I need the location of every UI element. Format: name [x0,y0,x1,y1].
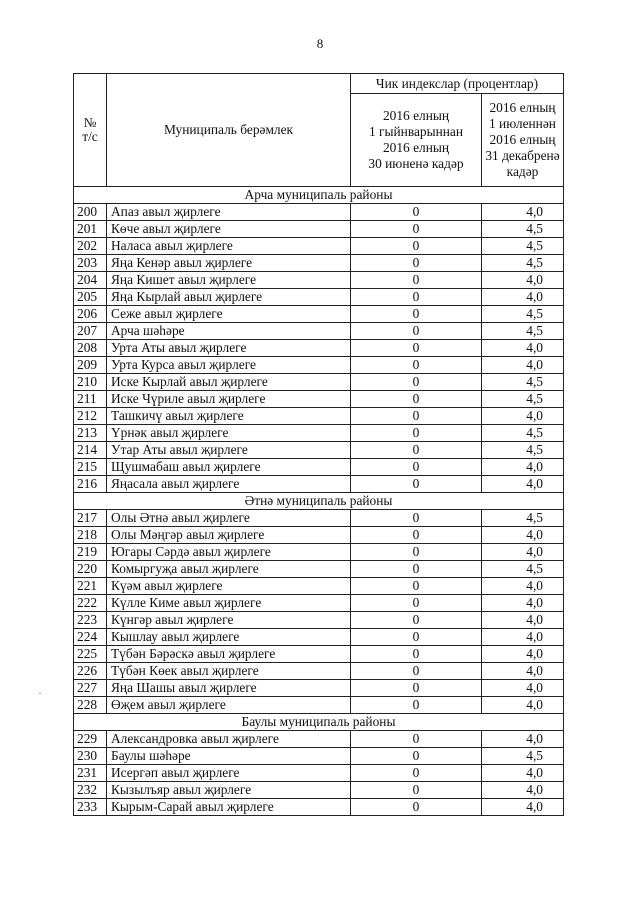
row-number: 209 [74,357,107,374]
scan-mark: · [38,686,42,700]
row-number: 231 [74,765,107,782]
row-number: 233 [74,799,107,816]
row-index-first-half: 0 [351,459,482,476]
row-index-first-half: 0 [351,408,482,425]
row-municipality: Күлле Киме авыл җирлеге [107,595,351,612]
row-index-second-half: 4,0 [482,595,564,612]
row-index-first-half: 0 [351,238,482,255]
row-index-first-half: 0 [351,612,482,629]
row-index-first-half: 0 [351,595,482,612]
row-index-first-half: 0 [351,646,482,663]
row-index-first-half: 0 [351,340,482,357]
table-row [74,731,564,748]
row-number: 205 [74,289,107,306]
row-number: 202 [74,238,107,255]
table-row [74,748,564,765]
row-index-first-half: 0 [351,765,482,782]
table-row [74,374,564,391]
section-title: Баулы муниципаль районы [74,714,564,731]
row-number: 218 [74,527,107,544]
row-municipality: Иске Чүриле авыл җирлеге [107,391,351,408]
row-index-second-half: 4,5 [482,748,564,765]
row-municipality: Апаз авыл җирлеге [107,204,351,221]
table-row [74,442,564,459]
table-row [74,612,564,629]
row-index-first-half: 0 [351,697,482,714]
table-row [74,238,564,255]
table-row [74,510,564,527]
row-number: 214 [74,442,107,459]
header-number-line2: т/с [82,129,98,144]
row-index-second-half: 4,0 [482,272,564,289]
row-index-first-half: 0 [351,323,482,340]
row-index-second-half: 4,5 [482,425,564,442]
table-row [74,646,564,663]
row-number: 232 [74,782,107,799]
table-row [74,799,564,816]
row-municipality: Арча шәһәре [107,323,351,340]
row-index-first-half: 0 [351,306,482,323]
section-title: Әтнә муниципаль районы [74,493,564,510]
table-row [74,782,564,799]
row-index-first-half: 0 [351,272,482,289]
table-row [74,357,564,374]
table-row [74,255,564,272]
page-number: 8 [316,36,324,51]
row-municipality: Наласа авыл җирлеге [107,238,351,255]
row-municipality: Югары Сәрдә авыл җирлеге [107,544,351,561]
row-number: 226 [74,663,107,680]
row-number: 206 [74,306,107,323]
table-row [74,663,564,680]
row-municipality: Олы Мәңгәр авыл җирлеге [107,527,351,544]
row-index-second-half: 4,0 [482,782,564,799]
row-number: 220 [74,561,107,578]
section-header [74,187,564,204]
row-municipality: Иске Кырлай авыл җирлеге [107,374,351,391]
row-index-first-half: 0 [351,391,482,408]
table-row [74,425,564,442]
row-index-first-half: 0 [351,578,482,595]
table-row [74,561,564,578]
row-index-first-half: 0 [351,629,482,646]
row-municipality: Күәм авыл җирлеге [107,578,351,595]
row-index-second-half: 4,0 [482,765,564,782]
header-number-line1: № [83,115,97,130]
row-index-first-half: 0 [351,476,482,493]
table-row [74,680,564,697]
row-municipality: Яңа Кенәр авыл җирлеге [107,255,351,272]
row-index-second-half: 4,0 [482,799,564,816]
row-index-second-half: 4,0 [482,204,564,221]
row-municipality: Үрнәк авыл җирлеге [107,425,351,442]
table-row [74,629,564,646]
row-index-first-half: 0 [351,510,482,527]
row-municipality: Өҗем авыл җирлеге [107,697,351,714]
table-row [74,323,564,340]
row-index-first-half: 0 [351,527,482,544]
row-index-second-half: 4,0 [482,629,564,646]
row-index-second-half: 4,5 [482,306,564,323]
table-body [74,187,564,816]
row-index-first-half: 0 [351,204,482,221]
table-row [74,476,564,493]
row-index-first-half: 0 [351,782,482,799]
row-index-second-half: 4,5 [482,238,564,255]
row-number: 204 [74,272,107,289]
row-number: 224 [74,629,107,646]
row-municipality: Яңа Кишет авыл җирлеге [107,272,351,289]
row-municipality: Щушмабаш авыл җирлеге [107,459,351,476]
row-index-first-half: 0 [351,680,482,697]
row-index-second-half: 4,5 [482,442,564,459]
section-header [74,714,564,731]
row-number: 217 [74,510,107,527]
row-number: 225 [74,646,107,663]
row-index-first-half: 0 [351,374,482,391]
row-index-second-half: 4,5 [482,391,564,408]
row-index-second-half: 4,0 [482,340,564,357]
row-index-second-half: 4,0 [482,646,564,663]
row-municipality: Олы Әтнә авыл җирлеге [107,510,351,527]
row-municipality: Яңасала авыл җирлеге [107,476,351,493]
row-number: 213 [74,425,107,442]
row-municipality: Көче авыл җирлеге [107,221,351,238]
row-index-first-half: 0 [351,442,482,459]
row-index-second-half: 4,5 [482,255,564,272]
table-row [74,527,564,544]
row-municipality: Яңа Шашы авыл җирлеге [107,680,351,697]
row-number: 212 [74,408,107,425]
row-number: 229 [74,731,107,748]
table-row [74,578,564,595]
row-municipality: Ташкичү авыл җирлеге [107,408,351,425]
row-index-second-half: 4,5 [482,374,564,391]
section-header [74,493,564,510]
row-index-first-half: 0 [351,663,482,680]
row-number: 203 [74,255,107,272]
row-municipality: Кырым-Сарай авыл җирлеге [107,799,351,816]
row-index-second-half: 4,0 [482,459,564,476]
row-municipality: Александровка авыл җирлеге [107,731,351,748]
table-row [74,289,564,306]
row-municipality: Яңа Кырлай авыл җирлеге [107,289,351,306]
header-municipality: Муниципаль берәмлек [107,74,351,187]
row-municipality: Исергәп авыл җирлеге [107,765,351,782]
row-number: 223 [74,612,107,629]
row-municipality: Утар Аты авыл җирлеге [107,442,351,459]
row-municipality: Кызылъяр авыл җирлеге [107,782,351,799]
header-col-a: 2016 елның 1 гыйнварыннан 2016 елның 30 июненә кадәр [351,94,482,187]
table-row [74,340,564,357]
row-number: 216 [74,476,107,493]
row-number: 219 [74,544,107,561]
row-index-second-half: 4,0 [482,544,564,561]
row-municipality: Урта Аты авыл җирлеге [107,340,351,357]
row-number: 230 [74,748,107,765]
table-row [74,306,564,323]
row-number: 215 [74,459,107,476]
row-number: 201 [74,221,107,238]
row-index-second-half: 4,5 [482,221,564,238]
row-index-second-half: 4,5 [482,510,564,527]
row-index-first-half: 0 [351,425,482,442]
row-index-second-half: 4,0 [482,408,564,425]
table-row [74,408,564,425]
row-number: 208 [74,340,107,357]
row-number: 207 [74,323,107,340]
row-municipality: Түбән Бәрәскә авыл җирлеге [107,646,351,663]
row-municipality: Күнгәр авыл җирлеге [107,612,351,629]
row-municipality: Түбән Көек авыл җирлеге [107,663,351,680]
table-row [74,221,564,238]
row-number: 222 [74,595,107,612]
table-row [74,765,564,782]
row-municipality: Урта Курса авыл җирлеге [107,357,351,374]
row-index-second-half: 4,5 [482,561,564,578]
row-index-second-half: 4,0 [482,697,564,714]
row-index-first-half: 0 [351,544,482,561]
row-municipality: Комыргуҗа авыл җирлеге [107,561,351,578]
row-index-second-half: 4,0 [482,612,564,629]
header-col-b: 2016 елның 1 июленнән 2016 елның 31 декабренә кадәр [482,94,564,187]
row-index-first-half: 0 [351,255,482,272]
table-row [74,697,564,714]
row-index-second-half: 4,0 [482,663,564,680]
row-index-second-half: 4,0 [482,527,564,544]
row-index-second-half: 4,0 [482,680,564,697]
row-index-first-half: 0 [351,731,482,748]
row-index-second-half: 4,0 [482,289,564,306]
row-number: 221 [74,578,107,595]
row-index-second-half: 4,0 [482,578,564,595]
row-number: 228 [74,697,107,714]
row-municipality: Кышлау авыл җирлеге [107,629,351,646]
row-index-first-half: 0 [351,561,482,578]
row-municipality: Баулы шәһәре [107,748,351,765]
row-number: 227 [74,680,107,697]
row-index-second-half: 4,0 [482,476,564,493]
index-table [73,73,564,816]
table-row [74,544,564,561]
row-municipality: Сеже авыл җирлеге [107,306,351,323]
row-number: 211 [74,391,107,408]
header-number [74,74,107,187]
row-number: 210 [74,374,107,391]
row-index-second-half: 4,0 [482,731,564,748]
row-index-first-half: 0 [351,289,482,306]
row-index-first-half: 0 [351,799,482,816]
row-index-first-half: 0 [351,748,482,765]
row-index-first-half: 0 [351,357,482,374]
row-index-first-half: 0 [351,221,482,238]
table-row [74,272,564,289]
section-title: Арча муниципаль районы [74,187,564,204]
row-index-second-half: 4,5 [482,323,564,340]
row-number: 200 [74,204,107,221]
table-row [74,204,564,221]
header-index-group: Чик индекслар (процентлар) [351,74,564,94]
table-row [74,459,564,476]
table-row [74,391,564,408]
table-row [74,595,564,612]
row-index-second-half: 4,0 [482,357,564,374]
